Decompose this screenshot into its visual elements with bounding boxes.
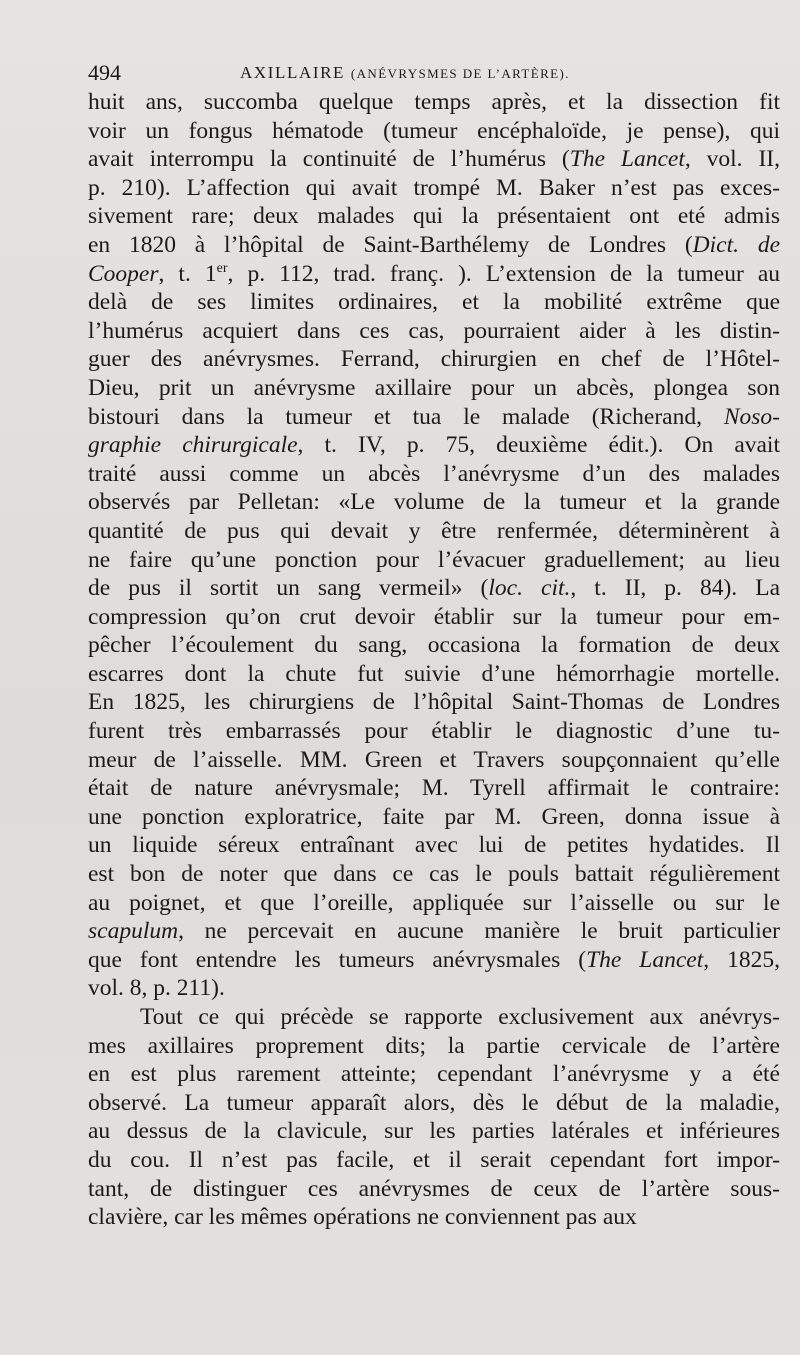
text-segment: est bon de noter que dans ce cas le pouls battait régulièrement [88,861,780,888]
text-line [88,831,780,860]
text-segment: , vol. II, [684,146,780,173]
text-segment: un liquide séreux entraînant avec lui de petites hydatides. Il [88,832,780,859]
text-line [88,574,780,603]
text-line [88,1060,780,1089]
text-segment: , t. 1 [158,260,217,287]
text-segment: était de nature anévrysmale; M. Tyrell affirmait le contraire: [88,775,780,802]
text-line [88,517,780,546]
text-line [88,946,780,975]
text-segment: Dieu, prit un anévrysme axillaire pour un abcès, plongea son [88,374,780,401]
text-segment: escarres dont la chute fut suivie d’une hémorrhagie mortelle. [88,660,780,687]
text-segment: meur de l’aisselle. MM. Green et Travers soupçonnaient qu’elle [88,746,780,773]
text-line [88,917,780,946]
text-segment: p. 210). L’affection qui avait trompé M. Baker n’est pas exces- [88,174,780,201]
text-line [88,1203,780,1232]
text-line [88,460,780,489]
text-line [88,1032,780,1061]
text-line [88,1117,780,1146]
text-segment: en 1820 à l’hôpital de Saint-Barthélemy de Londres ( [88,231,693,258]
text-line [88,889,780,918]
text-line [88,1146,780,1175]
italic-text: graphie chirurgicale [88,432,298,459]
italic-text: Cooper [88,260,159,287]
paragraph [88,88,780,1003]
text-segment: , 1825, [703,946,780,973]
text-line [88,546,780,575]
text-segment: une ponction exploratrice, faite par M. Green, donna issue à [88,803,780,830]
running-head-paren: (ANÉVRYSMES DE L’ARTÈRE). [350,66,570,81]
text-segment: mes axillaires proprement dits; la partie cervicale de l’artère [88,1032,780,1059]
running-head-main: AXILLAIRE [240,63,346,82]
text-line [88,345,780,374]
body-text [88,88,780,1232]
text-line [88,974,780,1003]
text-line [88,288,780,317]
text-segment: , ne percevait en aucune manière le bruit particulier [178,918,780,945]
text-line [88,603,780,632]
text-line [88,374,780,403]
italic-text: loc. cit. [488,575,571,602]
text-segment: pêcher l’écoulement du sang, occasiona la formation de deux [88,632,780,659]
text-line [88,488,780,517]
text-segment: ne faire qu’une ponction pour l’évacuer graduellement; au lieu [88,546,780,573]
text-segment: Tout ce qui précède se rapporte exclusivement aux anévrys- [140,1004,780,1030]
text-segment: guer des anévrysmes. Ferrand, chirurgien en chef de l’Hôtel- [88,346,780,373]
text-segment: bistouri dans la tumeur et tua le malade (Richerand, [88,403,724,430]
text-segment: clavière, car les mêmes opérations ne conviennent pas aux [88,1204,637,1231]
text-segment: tant, de distinguer ces anévrysmes de ceux de l’artère sous- [88,1175,780,1202]
text-line [88,317,780,346]
text-segment: en est plus rarement atteinte; cependant l’anévrysme y a été [88,1061,780,1088]
text-line [88,803,780,832]
text-segment: du cou. Il n’est pas facile, et il serait cependant fort impor- [88,1146,780,1173]
text-segment: , p. 112, trad. franç. ). L’extension de la tumeur au [227,260,780,287]
text-line [88,403,780,432]
paragraph [88,1003,780,1232]
text-segment: sivement rare; deux malades qui la présentaient ont eté admis [88,203,780,230]
text-segment: delà de ses limites ordinaires, et la mobilité extrême que [88,289,780,316]
text-segment: voir un fongus hématode (tumeur encéphaloïde, je pense), qui [88,117,780,144]
text-line [88,202,780,231]
text-line [88,145,780,174]
text-line [88,688,780,717]
text-line [88,174,780,203]
text-segment: au poignet, et que l’oreille, appliquée sur l’aisselle ou sur le [88,889,780,916]
text-line [88,631,780,660]
text-segment: compression qu’on crut devoir établir sur la tumeur pour em- [88,603,780,630]
text-line [88,231,780,260]
text-line [88,717,780,746]
page-header [88,58,780,88]
text-segment: furent très embarrassés pour établir le diagnostic d’une tu- [88,718,780,745]
text-segment: En 1825, les chirurgiens de l’hôpital Saint-Thomas de Londres [88,689,780,716]
text-segment: de pus il sortit un sang vermeil» ( [88,575,489,602]
text-segment: au dessus de la clavicule, sur les parties latérales et inférieures [88,1118,780,1145]
text-line [88,431,780,460]
italic-text: The Lancet [586,946,704,973]
text-line [88,1175,780,1204]
text-line [88,260,780,289]
text-line [88,774,780,803]
text-line [88,860,780,889]
text-segment: observé. La tumeur apparaît alors, dès le début de la maladie, [88,1089,780,1116]
italic-text: Noso- [723,403,780,430]
text-segment: que font entendre les tumeurs anévrysmales ( [88,946,587,973]
text-line [88,660,780,689]
superscript-text: er [216,260,228,276]
page-number: 494 [88,60,121,85]
text-line [88,117,780,146]
text-segment: avait interrompu la continuité de l’humérus ( [88,146,570,173]
italic-text: The Lancet [569,146,685,173]
text-segment: , t. II, p. 84). La [570,575,780,602]
text-segment: l’humérus acquiert dans ces cas, pourraient aider à les distin- [88,317,780,344]
text-line [88,88,780,117]
text-segment: huit ans, succomba quelque temps après, et la dissection fit [88,89,780,115]
text-segment: quantité de pus qui devait y être renfermée, déterminèrent à [88,517,780,544]
italic-text: Dict. de [692,231,780,258]
italic-text: scapulum [88,918,179,945]
text-segment: vol. 8, p. 211). [88,975,225,1002]
text-line [88,746,780,775]
text-line [88,1089,780,1118]
text-segment: traité aussi comme un abcès l’anévrysme d’un des malades [88,460,780,487]
text-segment: observés par Pelletan: «Le volume de la tumeur et la grande [88,489,780,516]
text-segment: , t. IV, p. 75, deuxième édit.). On avait [297,432,780,459]
running-head [240,58,570,89]
text-line [88,1003,780,1032]
